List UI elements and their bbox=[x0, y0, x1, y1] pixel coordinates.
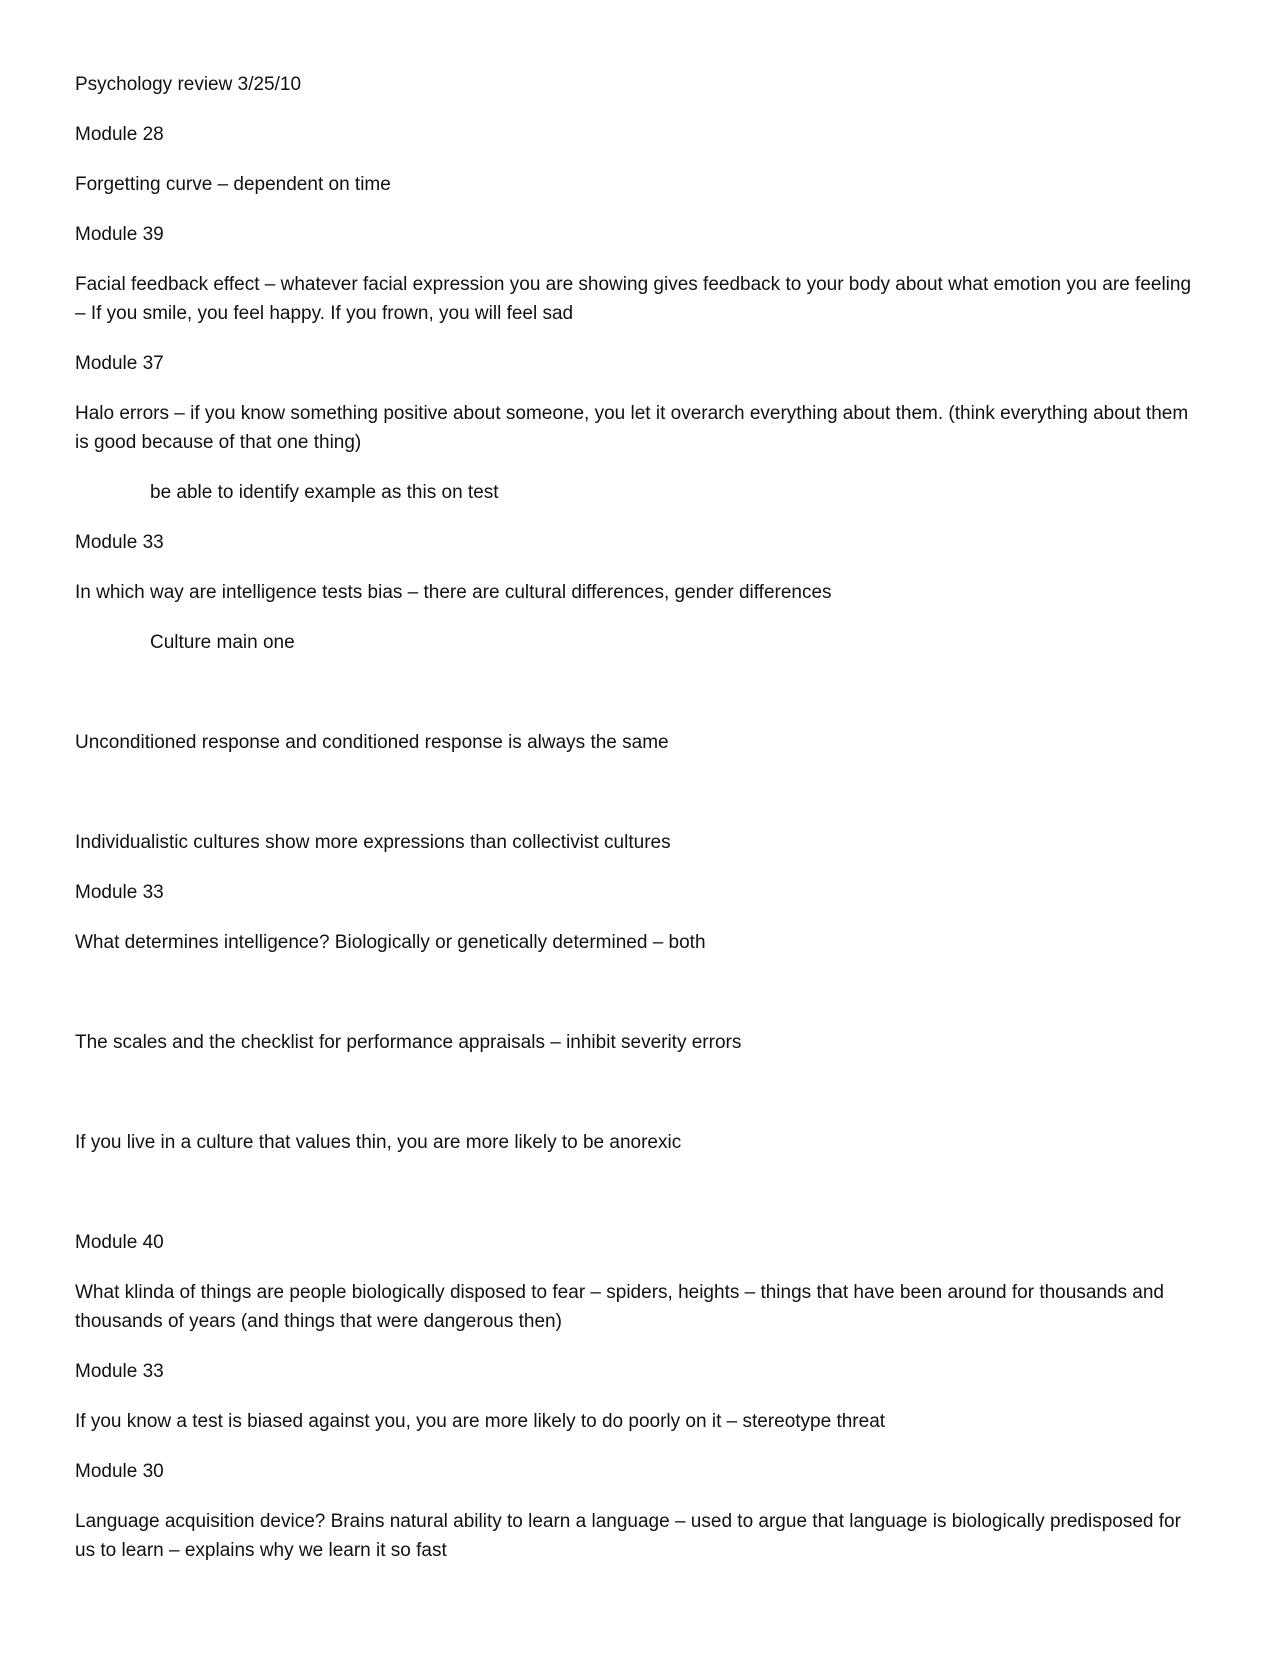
module-heading: Module 37 bbox=[75, 353, 164, 374]
note-paragraph: Unconditioned response and conditioned response is always the same bbox=[75, 732, 669, 753]
document-body bbox=[75, 70, 1205, 1586]
module-heading: Module 28 bbox=[75, 124, 164, 145]
note-paragraph: Culture main one bbox=[150, 632, 295, 653]
module-heading: Module 30 bbox=[75, 1461, 164, 1482]
module-heading: Module 39 bbox=[75, 224, 164, 245]
module-heading: Module 33 bbox=[75, 1361, 164, 1382]
note-paragraph: Individualistic cultures show more expressions than collectivist cultures bbox=[75, 832, 671, 853]
paragraph-list bbox=[75, 120, 1205, 1565]
note-paragraph: The scales and the checklist for performance appraisals – inhibit severity errors bbox=[75, 1032, 742, 1053]
module-heading: Module 33 bbox=[75, 532, 164, 553]
note-paragraph: Forgetting curve – dependent on time bbox=[75, 174, 391, 195]
note-paragraph: What klinda of things are people biologically disposed to fear – spiders, heights – things that have been around for thousands and thousands of years (and things that were dangerous then) bbox=[75, 1282, 1164, 1332]
note-paragraph: What determines intelligence? Biologically or genetically determined – both bbox=[75, 932, 706, 953]
note-paragraph: be able to identify example as this on test bbox=[150, 482, 499, 503]
module-heading: Module 33 bbox=[75, 882, 164, 903]
note-paragraph: Halo errors – if you know something positive about someone, you let it overarch everything about them. (think everything about them is good because of that one thing) bbox=[75, 403, 1189, 453]
document-title: Psychology review 3/25/10 bbox=[75, 74, 302, 95]
note-paragraph: In which way are intelligence tests bias – there are cultural differences, gender differences bbox=[75, 582, 832, 603]
note-paragraph: Language acquisition device? Brains natural ability to learn a language – used to argue that language is biologically predisposed for us to learn – explains why we learn it so fast bbox=[75, 1511, 1181, 1561]
module-heading: Module 40 bbox=[75, 1232, 164, 1253]
note-paragraph: If you live in a culture that values thin, you are more likely to be anorexic bbox=[75, 1132, 682, 1153]
note-paragraph: Facial feedback effect – whatever facial expression you are showing gives feedback to your body about what emotion you are feeling – If you smile, you feel happy. If you frown, you will feel sad bbox=[75, 274, 1192, 324]
note-paragraph: If you know a test is biased against you, you are more likely to do poorly on it – stereotype threat bbox=[75, 1411, 886, 1432]
